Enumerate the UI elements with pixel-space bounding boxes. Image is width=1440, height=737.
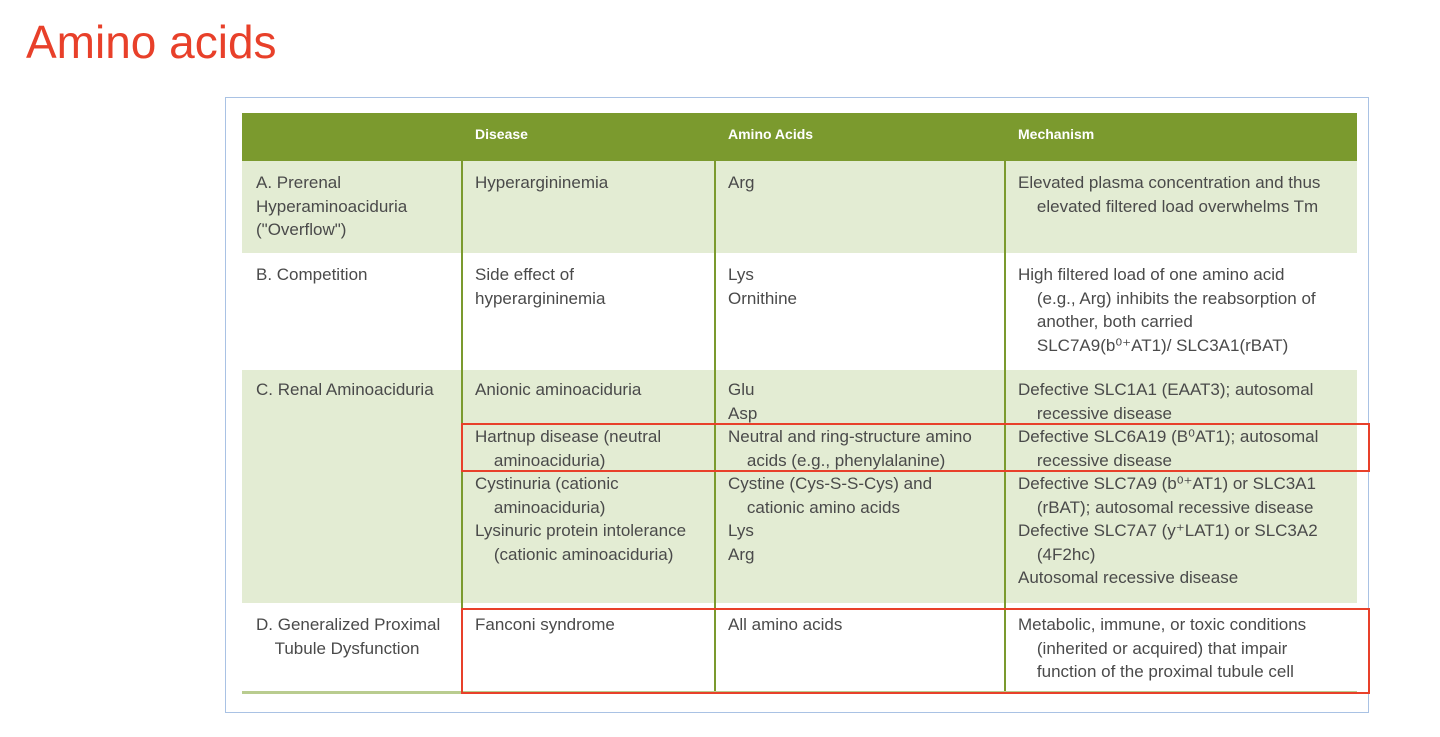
cell-disease: Cystinuria (cationic aminoaciduria) Lysinuric protein intolerance (cationic aminoaciduria): [475, 474, 687, 564]
cell-mechanism: Defective SLC6A19 (B⁰AT1); autosomal recessive disease: [1018, 427, 1319, 470]
cell-disease: Anionic aminoaciduria: [475, 380, 642, 399]
cell-category: A. Prerenal Hyperaminoaciduria ("Overflow"): [256, 173, 408, 239]
header-amino-acids: Amino Acids: [728, 126, 814, 142]
cell-amino-acids: Glu Asp: [728, 380, 758, 423]
cell-disease: Fanconi syndrome: [475, 615, 615, 634]
cell-category: C. Renal Aminoaciduria: [256, 380, 434, 399]
cell-disease: Hartnup disease (neutral aminoaciduria): [475, 427, 662, 470]
highlight-box-fanconi: [461, 608, 1370, 694]
cell-disease: Hyperargininemia: [475, 173, 609, 192]
cell-amino-acids: All amino acids: [728, 615, 843, 634]
cell-disease: Side effect of hyperargininemia: [475, 265, 606, 308]
table-header: [242, 113, 1357, 161]
cell-amino-acids: Neutral and ring-structure amino acids (e.g., phenylalanine): [728, 427, 972, 470]
cell-mechanism: High filtered load of one amino acid (e.g., Arg) inhibits the reabsorption of another, both carried SLC7A9(b⁰⁺AT1)/ SLC3A1(rBAT): [1018, 265, 1316, 355]
cell-amino-acids: Lys Ornithine: [728, 265, 797, 308]
table-row: [242, 370, 1357, 603]
cell-amino-acids: Arg: [728, 173, 755, 192]
cell-mechanism: Metabolic, immune, or toxic conditions (inherited or acquired) that impair function of the proximal tubule cell: [1018, 615, 1307, 681]
header-disease: Disease: [475, 126, 528, 142]
table-row: [242, 253, 1357, 370]
cell-mechanism: Defective SLC1A1 (EAAT3); autosomal recessive disease: [1018, 380, 1314, 423]
slide-title: Amino acids: [26, 16, 277, 68]
header-mechanism: Mechanism: [1018, 126, 1095, 142]
cell-mechanism: Defective SLC7A9 (b⁰⁺AT1) or SLC3A1 (rBAT); autosomal recessive disease Defective SLC7A7 (y⁺LAT1) or SLC3A2 (4F2hc) Autosomal recessive disease: [1018, 474, 1318, 587]
cell-mechanism: Elevated plasma concentration and thus elevated filtered load overwhelms Tm: [1018, 173, 1321, 216]
highlight-box-hartnup: [461, 423, 1370, 472]
cell-category: D. Generalized Proximal Tubule Dysfunction: [256, 615, 441, 658]
table-row: [242, 161, 1357, 253]
cell-amino-acids: Cystine (Cys-S-S-Cys) and cationic amino acids Lys Arg: [728, 474, 933, 564]
cell-category: B. Competition: [256, 265, 368, 284]
